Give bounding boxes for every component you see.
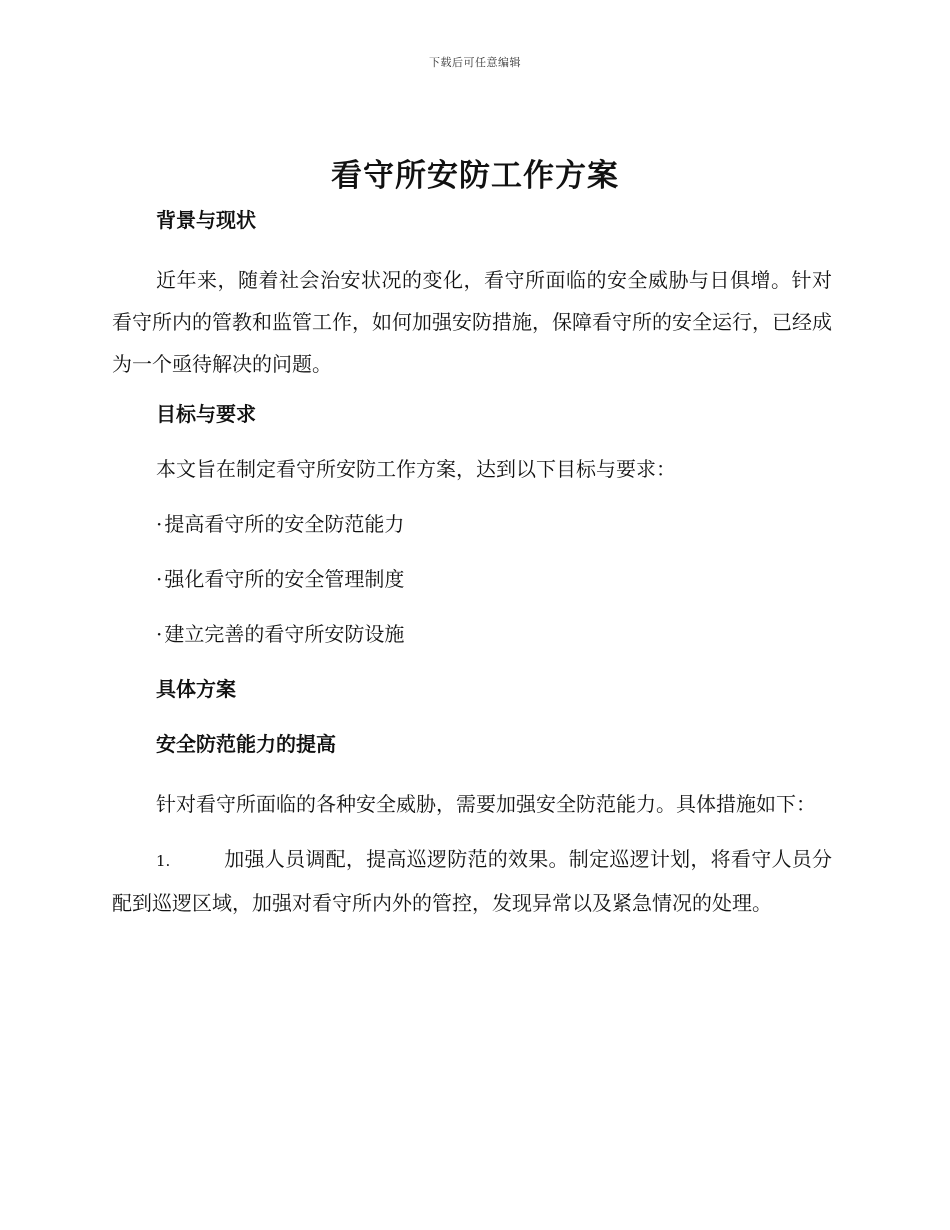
bullet-marker: · [156,567,163,591]
subsection-heading-security: 安全防范能力的提高 [156,732,336,756]
goal-bullet-text: 提高看守所的安全防范能力 [164,512,405,536]
bullet-marker: · [156,622,163,646]
goal-bullet-text: 强化看守所的安全管理制度 [164,567,405,591]
bullet-marker: · [156,512,163,536]
goal-bullet-item [112,508,832,540]
plan-intro-paragraph: 针对看守所面临的各种安全威胁，需要加强安全防范能力。具体措施如下： [156,792,816,816]
goals-intro: 本文旨在制定看守所安防工作方案，达到以下目标与要求： [156,457,676,481]
section-heading-plan: 具体方案 [156,677,236,701]
document-body [112,204,832,924]
section-heading-background: 背景与现状 [156,208,256,232]
goal-bullet-item [112,563,832,595]
numbered-item [112,838,832,924]
section-heading-goals: 目标与要求 [156,402,256,426]
goal-bullet-item [112,618,832,650]
background-paragraph: 近年来，随着社会治安状况的变化，看守所面临的安全威胁与日俱增。针对看守所内的管教和监管工作，如何加强安防措施，保障看守所的安全运行，已经成为一个亟待解决的问题。 [112,268,832,376]
item-text: 加强人员调配，提高巡逻防范的效果。制定巡逻计划，将看守人员分配到巡逻区域，加强对看守所内外的管控，发现异常以及紧急情况的处理。 [112,847,832,915]
header-note: 下载后可任意编辑 [429,56,521,69]
item-number: 1. [156,852,171,870]
goal-bullet-text: 建立完善的看守所安防设施 [164,622,405,646]
document-title: 看守所安防工作方案 [331,158,619,194]
